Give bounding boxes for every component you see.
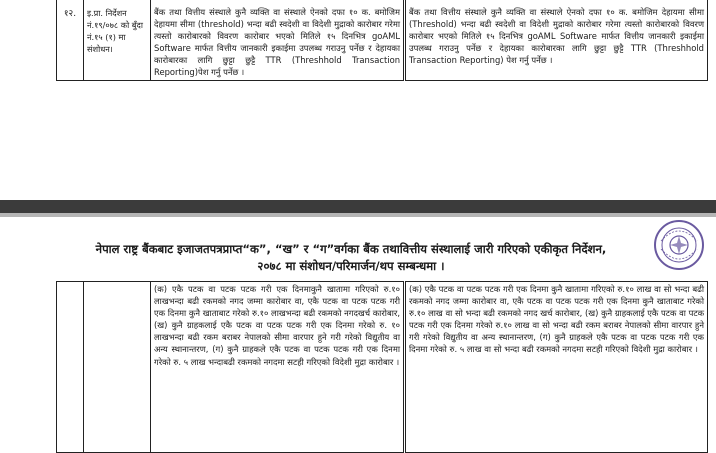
current-provision-cell	[151, 0, 405, 80]
directive-ref-cell	[84, 282, 151, 453]
page-heading-line-2: २०७८ मा संशोधन/परिमार्जन/थप सम्बन्धमा ।	[257, 259, 445, 273]
amended-provision-cell	[405, 0, 708, 80]
amended-provision-text: (क) एकै पटक वा पटक पटक गरी एक दिनमा कुनै खातामा गरिएको रु.१० लाख वा सो भन्दा बढी रकमको नगद जम्मा कारोबार वा, एकै पटक वा पटक पटक गरी एक दिनमा कुनै खाताबाट गरेको रु.१० लाख वा सो भन्दा बढी रकमको नगद खर्च कारोबार, (ख) कुनै ग्राहकलाई एकै पटक वा पटक पटक गरी एक दिनमा गरेको रु.१० लाख वा सो भन्दा बढी रकम बराबर नेपालको सीमा वारपार हुने गरी गरेको विद्युतीय वा अन्य स्थानान्तरण, (ग) कुनै ग्राहकले एकै पटक वा पटक पटक गरी एक दिनमा गरेको रु. ५ लाख वा सो भन्दा बढी रकमको नगदमा सटही गरिएको विदेशी मुद्रा कारोबार ।	[409, 284, 704, 355]
amendment-table-top	[56, 0, 708, 81]
serial-cell	[57, 282, 84, 453]
table-row	[57, 0, 708, 80]
amended-provision-cell	[405, 282, 708, 453]
amended-provision-text: बैंक तथा वित्तीय संस्थाले कुनै व्यक्ति वा संस्थाले ऐनको दफा १० क. बमोजिम देहायमा सीमा (Threshold) भन्दा बढी स्वदेशी वा विदेशी मुद्राको कारोबार गरेमा त्यस्तो कारोबारको विवरण कारोबार भएको मितिले १५ दिनभित्र goAML Software मार्फत वित्तीय जानकारी इकाईमा उपलब्ध गराउनु पर्नेछ र देहायका कारोबारका लागि छुट्टा छुट्टै TTR (Threshhold Transaction Reporting) पेश गर्नु पर्नेछ ।	[409, 7, 704, 66]
table-row	[57, 282, 708, 453]
current-provision-text: (क) एकै पटक वा पटक पटक गरी एक दिनमाकुनै खातामा गरिएको रु.१० लाखभन्दा बढी रकमको नगद जम्मा कारोबार वा, एकै पटक वा पटक पटक गरी एक दिनमा कुनै खाताबाट गरेको रु.१० लाखभन्दा बढी रकमको नगदखर्च कारोबार, (ख) कुनै ग्राहकलाई एकै पटक वा पटक पटक गरी एक दिनमा गरेको रु. १० लाखभन्दा बढी रकम बराबर नेपालको सीमा वारपार हुने गरी गरेको विद्युतीय वा अन्य स्थानान्तरण, (ग) कुनै ग्राहकले एकै पटक वा पटक पटक गरी एक दिनमा गरेको रु. ५ लाख भन्दाबढी रकमको नगदमा सटही गरिएको विदेशी मुद्रा कारोबार ।	[154, 284, 400, 367]
page-heading	[60, 241, 642, 275]
current-provision-text: बैंक तथा वित्तीय संस्थाले कुनै व्यक्ति वा संस्थाले ऐनको दफा १० क. बमोजिम देहायमा सीमा (threshold) भन्दा बढी स्वदेशी वा विदेशी मुद्राको कारोबार गरेमा त्यस्तो कारोबारको विवरण कारोबार भएको मितिले १५ दिनभित्र goAML Software मार्फत वित्तीय जानकारी इकाईमा उपलब्ध गराउनु पर्नेछ र देहायका कारोबारका लागि छुट्टा छुट्टै TTR (Threshhold Transaction Reporting)पेश गर्नु पर्नेछ ।	[154, 7, 400, 78]
nepal-rastra-bank-seal-icon	[653, 219, 705, 271]
page-divider-shadow	[0, 213, 716, 217]
page-heading-line-1: नेपाल राष्ट्र बैंकबाट इजाजतपत्रप्राप्त“क”, “ख” र “ग”वर्गका बैंक तथावित्तीय संस्थालाई जारी गरिएको एकीकृत निर्देशन,	[95, 242, 607, 256]
directive-ref-cell	[84, 0, 151, 80]
current-provision-cell	[151, 282, 405, 453]
directive-reference: इ.प्रा. निर्देशन नं.१९/०७८ को बुँदा नं.१५ (१) मा संशोधन।	[87, 8, 143, 55]
serial-cell	[57, 0, 84, 80]
page-divider	[0, 200, 716, 213]
serial-number: १२.	[63, 9, 77, 19]
amendment-table-bottom	[56, 281, 708, 453]
